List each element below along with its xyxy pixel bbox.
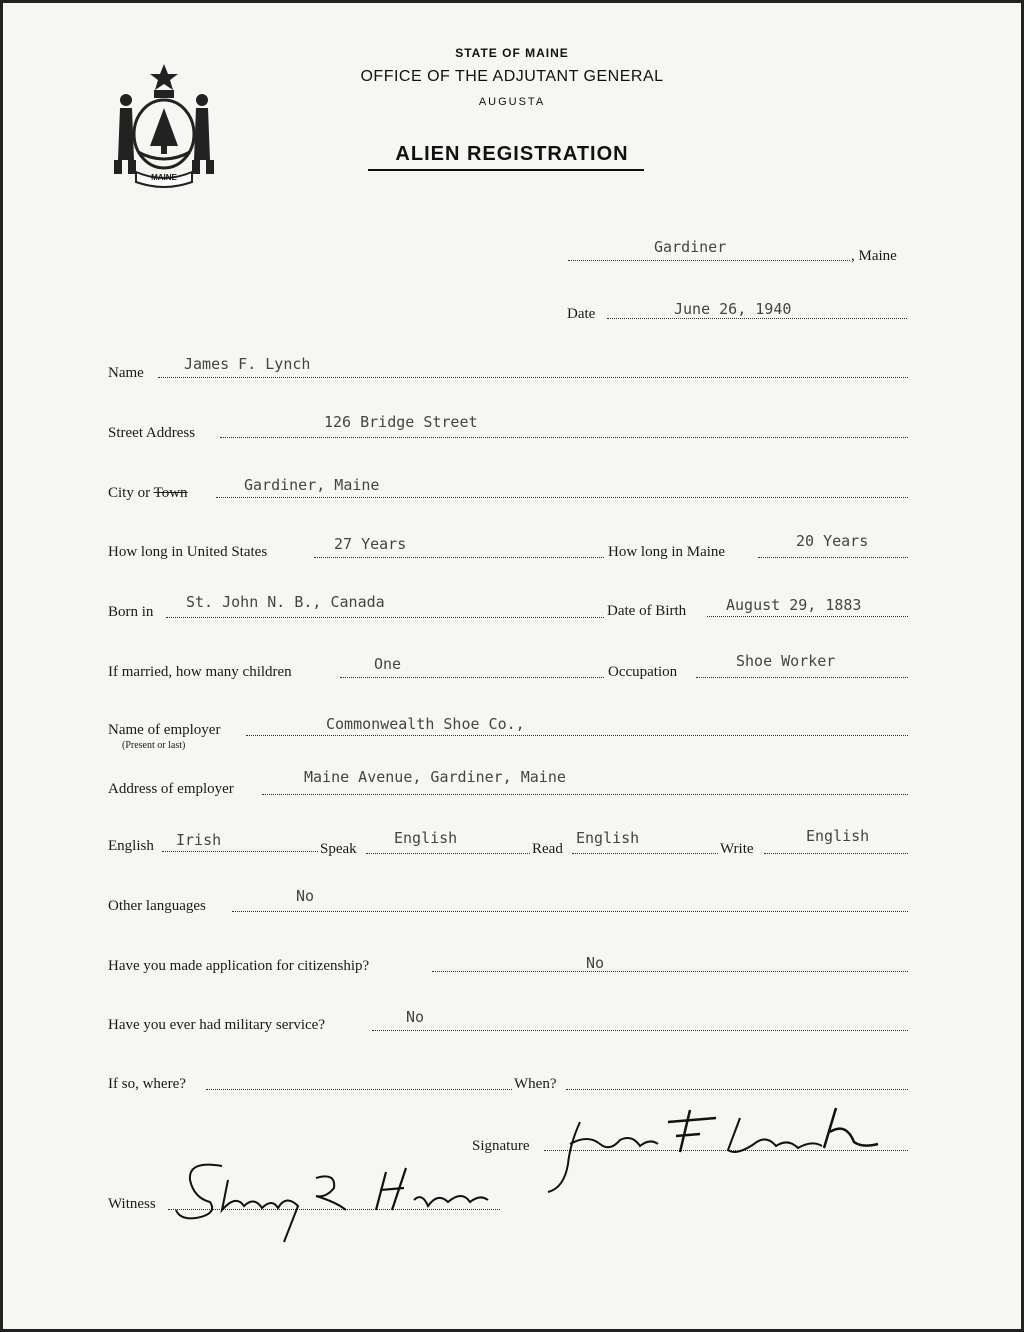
write-line — [764, 853, 908, 854]
city-value: Gardiner, Maine — [244, 476, 380, 494]
how-long-us-line — [314, 557, 604, 558]
witness-label: Witness — [108, 1196, 156, 1212]
when-label: When? — [514, 1076, 557, 1092]
title-underline — [368, 169, 644, 171]
header-office: OFFICE OF THE ADJUTANT GENERAL — [360, 68, 664, 85]
city-label-city: City or — [108, 485, 151, 501]
english-value: Irish — [176, 831, 222, 849]
street-line — [220, 437, 908, 438]
date-label: Date — [567, 306, 596, 322]
where-line — [206, 1089, 512, 1090]
occupation-label: Occupation — [608, 664, 678, 680]
employer-address-line — [262, 794, 908, 795]
signature-label: Signature — [472, 1138, 530, 1154]
speak-label: Speak — [320, 841, 357, 857]
header-state: STATE OF MAINE — [455, 46, 569, 60]
military-value: No — [406, 1008, 425, 1026]
english-label: English — [108, 838, 154, 854]
born-in-line — [166, 617, 604, 618]
citizenship-value: No — [586, 954, 605, 972]
employer-address-label: Address of employer — [108, 781, 234, 797]
date-of-birth-label: Date of Birth — [607, 603, 687, 619]
employer-value: Commonwealth Shoe Co., — [326, 715, 525, 733]
how-long-maine-line — [758, 557, 908, 558]
citizenship-line — [432, 971, 908, 972]
speak-line — [366, 853, 530, 854]
city-label — [108, 485, 188, 502]
witness-signature — [166, 1150, 502, 1250]
children-value: One — [374, 655, 402, 673]
street-value: 126 Bridge Street — [324, 413, 478, 431]
date-line — [607, 318, 907, 319]
military-line — [372, 1030, 908, 1031]
how-long-us-value: 27 Years — [334, 535, 407, 553]
english-line — [162, 851, 318, 852]
born-in-label: Born in — [108, 604, 154, 620]
date-of-birth-value: August 29, 1883 — [726, 596, 862, 614]
applicant-signature — [540, 1104, 900, 1200]
date-of-birth-line — [707, 616, 908, 617]
read-line — [572, 853, 718, 854]
employer-address-value: Maine Avenue, Gardiner, Maine — [304, 768, 566, 786]
employer-line — [246, 735, 908, 736]
seal-banner-text: MAINE — [151, 173, 177, 182]
occupation-line — [696, 677, 908, 678]
children-label: If married, how many children — [108, 664, 292, 680]
name-value: James F. Lynch — [184, 355, 311, 373]
other-languages-line — [232, 911, 908, 912]
town-value: Gardiner — [654, 238, 727, 256]
town-line — [568, 260, 850, 261]
read-value: English — [576, 829, 640, 847]
form-title: ALIEN REGISTRATION — [395, 143, 629, 165]
other-languages-value: No — [296, 887, 315, 905]
how-long-us-label: How long in United States — [108, 544, 268, 560]
name-label: Name — [108, 365, 144, 381]
city-line — [216, 497, 908, 498]
date-value: June 26, 1940 — [674, 300, 792, 318]
citizenship-label: Have you made application for citizenship? — [108, 958, 370, 974]
header-city: AUGUSTA — [478, 96, 546, 108]
other-languages-label: Other languages — [108, 898, 206, 914]
employer-sublabel: (Present or last) — [122, 740, 186, 751]
how-long-maine-value: 20 Years — [796, 532, 869, 550]
speak-value: English — [394, 829, 458, 847]
when-line — [566, 1089, 908, 1090]
children-line — [340, 677, 604, 678]
write-label: Write — [720, 841, 754, 857]
how-long-maine-label: How long in Maine — [608, 544, 726, 560]
town-suffix: , Maine — [851, 248, 897, 264]
street-label: Street Address — [108, 425, 196, 441]
born-in-value: St. John N. B., Canada — [186, 593, 385, 611]
name-line — [158, 377, 908, 378]
military-label: Have you ever had military service? — [108, 1017, 325, 1033]
occupation-value: Shoe Worker — [736, 652, 836, 670]
read-label: Read — [532, 841, 563, 857]
where-label: If so, where? — [108, 1076, 186, 1092]
city-label-town-struck: Town — [153, 485, 188, 501]
write-value: English — [806, 827, 870, 845]
employer-label: Name of employer — [108, 722, 221, 738]
